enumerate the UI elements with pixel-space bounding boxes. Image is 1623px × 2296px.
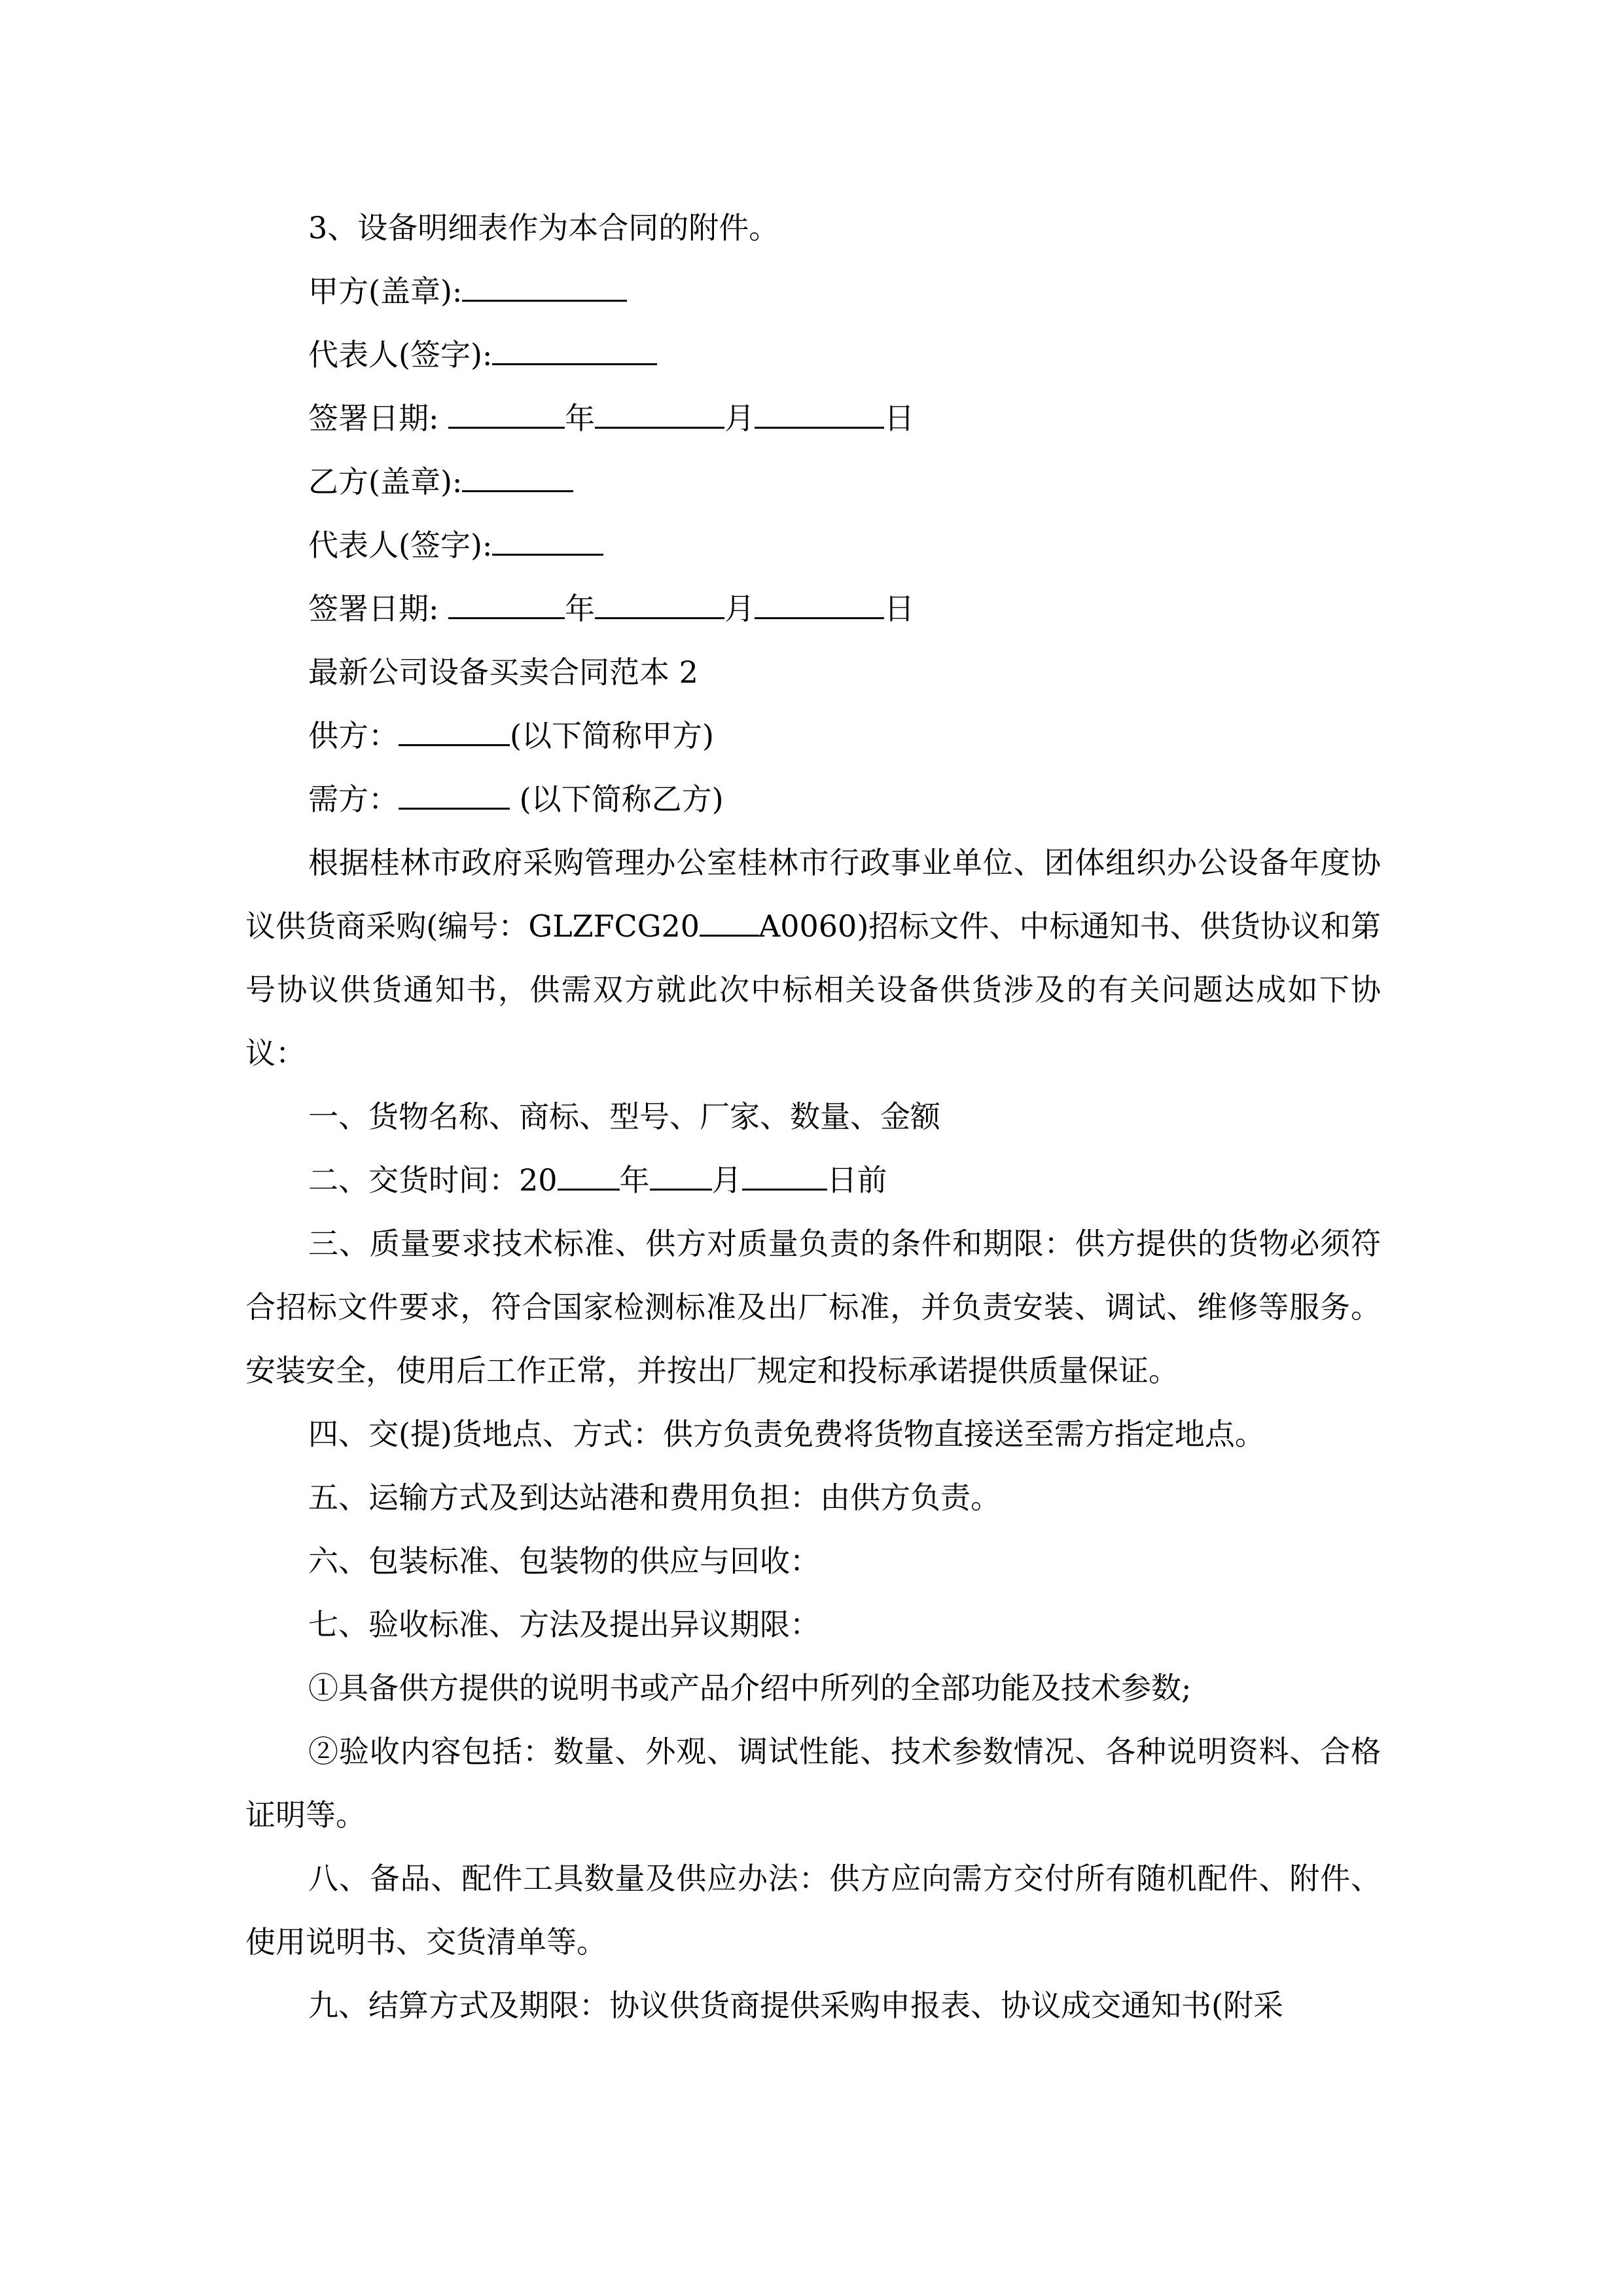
party-b-date-label: 签署日期: <box>308 591 449 626</box>
supplier-line <box>245 704 1381 768</box>
intro-part1: 根据桂林市政府采购管理办公室桂林市行政事业单位、团体组织办公设备年度协议供货商采购(编号：GLZFCG20 <box>245 845 1381 944</box>
clause-7-item-1 <box>245 1657 1381 1720</box>
buyer-line <box>245 768 1381 831</box>
party-b-seal-blank[interactable] <box>462 461 573 492</box>
clause-5 <box>245 1466 1381 1530</box>
clause-3 <box>245 1212 1381 1403</box>
clause-7-item-2-text: ②验收内容包括：数量、外观、调试性能、技术参数情况、各种说明资料、合格证明等。 <box>245 1734 1381 1833</box>
clause-item-3 <box>245 196 1381 260</box>
month-label: 月 <box>724 401 755 436</box>
intro-part2: A0060)招标文件、中标通知书、供货协议和第 号协议供货通知书，供需双方就此次中标相关设备供货涉及的有关问题达成如下协议： <box>245 908 1382 1071</box>
party-a-date-line <box>245 387 1381 450</box>
clause-7 <box>245 1593 1381 1657</box>
clause-8-text: 八、备品、配件工具数量及供应办法：供方应向需方交付所有随机配件、附件、使用说明书、交货清单等。 <box>245 1861 1381 1960</box>
party-b-rep-label: 代表人(签字): <box>308 528 493 563</box>
day-label: 日 <box>884 591 915 626</box>
clause-7-item-1-text: ①具备供方提供的说明书或产品介绍中所列的全部功能及技术参数; <box>308 1670 1192 1706</box>
party-a-seal-blank[interactable] <box>462 271 627 302</box>
year-label: 年 <box>565 591 596 626</box>
party-b-rep-line <box>245 514 1381 577</box>
party-a-date-label: 签署日期: <box>308 401 449 436</box>
party-a-rep-line <box>245 323 1381 387</box>
delivery-day-blank[interactable] <box>742 1160 827 1191</box>
party-b-year-blank[interactable] <box>448 588 565 619</box>
clause-4-text: 四、交(提)货地点、方式：供方负责免费将货物直接送至需方指定地点。 <box>308 1416 1265 1452</box>
clause-9 <box>245 1974 1381 2037</box>
party-b-seal-line <box>245 450 1381 514</box>
party-b-month-blank[interactable] <box>595 588 724 619</box>
intro-paragraph <box>245 831 1381 1085</box>
clause-1 <box>245 1085 1381 1149</box>
party-a-seal-line <box>245 260 1381 323</box>
party-a-day-blank[interactable] <box>755 398 884 429</box>
day-label: 日 <box>884 401 915 436</box>
party-b-seal-label: 乙方(盖章): <box>308 464 463 499</box>
clause-1-text: 一、货物名称、商标、型号、厂家、数量、金额 <box>308 1099 940 1134</box>
clause-9-text: 九、结算方式及期限：协议供货商提供采购申报表、协议成交通知书(附采 <box>308 1988 1283 2023</box>
party-a-rep-label: 代表人(签字): <box>308 337 493 372</box>
party-b-date-line <box>245 577 1381 641</box>
clause-6 <box>245 1530 1381 1593</box>
delivery-month-blank[interactable] <box>650 1160 712 1191</box>
delivery-year-blank[interactable] <box>558 1160 620 1191</box>
supplier-label: 供方： <box>308 718 399 753</box>
clause-3-text: 三、质量要求技术标准、供方对质量负责的条件和期限：供方提供的货物必须符合招标文件要求，符合国家检测标准及出厂标准，并负责安装、调试、维修等服务。安装安全，使用后工作正常，并按出厂规定和投标承诺提供质量保证。 <box>245 1226 1381 1388</box>
year-label: 年 <box>565 401 596 436</box>
clause-7-text: 七、验收标准、方法及提出异议期限： <box>308 1607 820 1642</box>
contract-2-title <box>245 641 1381 704</box>
clause-2-prefix: 二、交货时间：20 <box>308 1162 558 1198</box>
supplier-blank[interactable] <box>399 715 510 746</box>
party-b-day-blank[interactable] <box>755 588 884 619</box>
party-a-seal-label: 甲方(盖章): <box>308 274 463 309</box>
party-a-year-blank[interactable] <box>448 398 565 429</box>
tender-number-blank[interactable] <box>700 906 758 937</box>
party-a-month-blank[interactable] <box>595 398 724 429</box>
clause-2 <box>245 1149 1381 1212</box>
clause-2-month: 月 <box>711 1162 742 1198</box>
clause-4 <box>245 1403 1381 1466</box>
contract-2-title-text: 最新公司设备买卖合同范本 2 <box>308 655 698 690</box>
buyer-label: 需方： <box>308 781 399 817</box>
supplier-suffix: (以下简称甲方) <box>510 718 714 753</box>
buyer-suffix: (以下简称乙方) <box>510 781 724 817</box>
month-label: 月 <box>724 591 755 626</box>
party-b-rep-blank[interactable] <box>492 525 603 556</box>
clause-8 <box>245 1847 1381 1974</box>
clause-2-suffix: 日前 <box>827 1162 887 1198</box>
party-a-rep-blank[interactable] <box>492 334 657 365</box>
document-page <box>245 196 1381 2037</box>
clause-2-year: 年 <box>619 1162 650 1198</box>
clause-5-text: 五、运输方式及到达站港和费用负担：由供方负责。 <box>308 1480 1001 1515</box>
buyer-blank[interactable] <box>399 779 510 810</box>
clause-6-text: 六、包装标准、包装物的供应与回收： <box>308 1543 820 1579</box>
clause-7-item-2 <box>245 1720 1381 1847</box>
clause-item-3-text: 3、设备明细表作为本合同的附件。 <box>308 210 779 245</box>
